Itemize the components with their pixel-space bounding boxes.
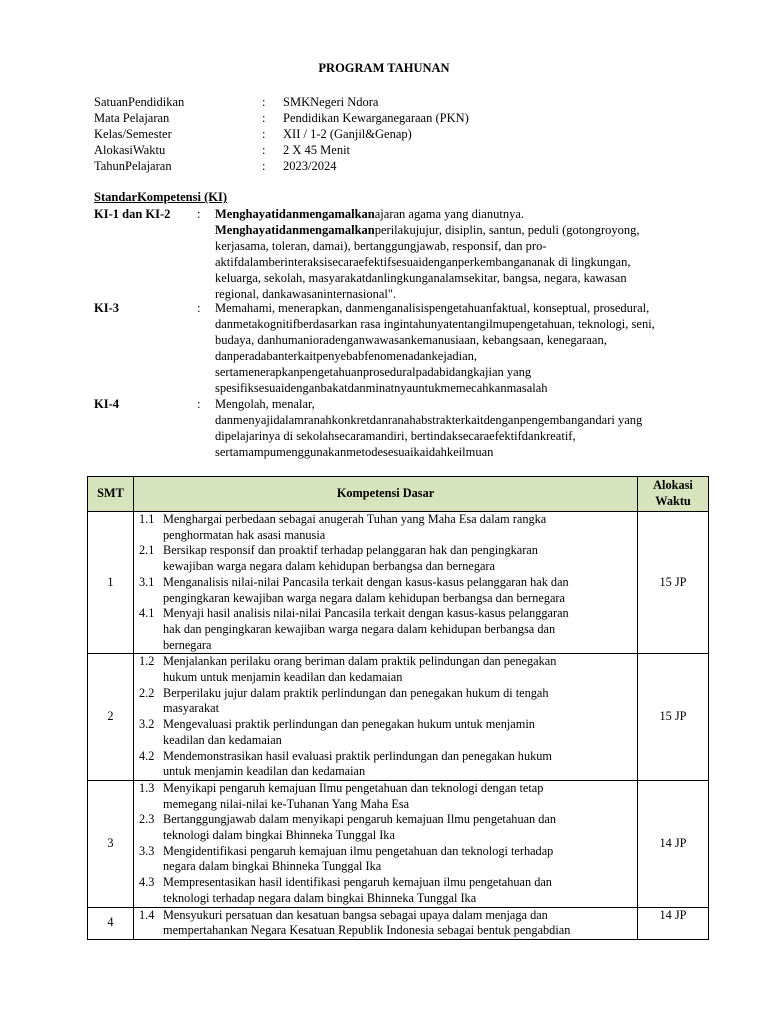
ki-block	[94, 206, 695, 302]
kd-number: 3.2	[139, 717, 155, 732]
ki-line: Mengolah, menalar,	[215, 397, 315, 411]
kd-item	[134, 575, 637, 606]
document-title: PROGRAM TAHUNAN	[318, 61, 450, 75]
header-kompetensi-dasar: Kompetensi Dasar	[134, 477, 638, 512]
ki-text	[215, 396, 695, 460]
ki-normal: kerjasama, toleran, damai), bertanggungjawab, responsif, dan pro-	[215, 239, 547, 253]
kompetensi-dasar-table	[87, 476, 709, 940]
ki-key: KI-4	[94, 397, 119, 411]
ki-line: sertamampumenggunakanmetodesesuaikaidahkeilmuan	[215, 445, 494, 459]
info-row	[94, 126, 469, 142]
info-colon: :	[262, 95, 266, 109]
ki-key: KI-1 dan KI-2	[94, 207, 171, 221]
ki-normal: regional, dankawasaninternasional".	[215, 287, 397, 301]
kd-line: Menganalisis nilai-nilai Pancasila terkait dengan kasus-kasus pelanggaran hak dan	[163, 574, 569, 589]
kd-text	[163, 781, 637, 812]
table-row	[88, 512, 709, 654]
alokasi-cell: 15 JP	[638, 512, 709, 654]
ki-normal: ajaran agama yang dianutnya.	[374, 207, 524, 221]
ki-row	[94, 300, 695, 396]
ki-row	[94, 206, 695, 302]
kd-item	[134, 717, 637, 748]
ki-block	[94, 396, 695, 460]
header-alokasi-line: Waktu	[655, 494, 691, 508]
ki-normal: aktifdalamberinteraksisecaraefektifsesuaidenganperkembangananak di lingkungan,	[215, 255, 631, 269]
kd-number: 1.1	[139, 512, 155, 526]
info-colon: :	[262, 111, 266, 125]
table-header-row	[88, 477, 709, 512]
info-value: 2 X 45 Menit	[283, 143, 351, 157]
smt-cell: 3	[88, 780, 134, 907]
kd-number: 3.1	[139, 574, 155, 589]
smt-cell: 4	[88, 907, 134, 939]
kd-line: negara dalam bingkai Bhinneka Tunggal Ika	[163, 859, 382, 874]
ki-text	[215, 206, 695, 302]
info-value: Pendidikan Kewarganegaraan (PKN)	[283, 111, 469, 125]
kd-text	[163, 749, 637, 780]
kd-item	[134, 875, 637, 906]
kd-line: Bertanggungjawab dalam menyikapi pengaruh kemajuan Ilmu pengetahuan dan	[163, 812, 557, 827]
kd-text	[163, 812, 637, 843]
kd-line: Bersikap responsif dan proaktif terhadap pelanggaran hak dan pengingkaran	[163, 543, 538, 558]
kd-line: Mensyukuri persatuan dan kesatuan bangsa sebagai upaya dalam menjaga dan	[163, 907, 548, 922]
ki-line	[215, 238, 695, 254]
ki-line	[215, 206, 695, 222]
kd-line: Menjalankan perilaku orang beriman dalam praktik pelindungan dan penegakan	[163, 654, 557, 669]
kd-text	[163, 543, 637, 574]
ki-block	[94, 300, 695, 396]
info-row	[94, 142, 469, 158]
kd-line: Mengevaluasi praktik perlindungan dan penegakan hukum untuk menjamin	[163, 717, 535, 732]
ki-line: dipelajarinya di sekolahsecaramandiri, bertindaksecaraefektifdankreatif,	[215, 429, 576, 443]
header-smt: SMT	[88, 477, 134, 512]
kd-line: penghormatan hak asasi manusia	[163, 527, 326, 542]
kd-item	[134, 606, 637, 653]
kd-number: 2.3	[139, 812, 155, 827]
ki-line: sertamenerapkanpengetahuanproseduralpadabidangkajian yang	[215, 365, 532, 379]
info-colon: :	[262, 159, 266, 173]
table-row	[88, 654, 709, 781]
kd-item	[134, 543, 637, 574]
info-value: SMKNegeri Ndora	[283, 95, 379, 109]
ki-normal: keluarga, sekolah, masyarakatdanlingkunganalamsekitar, bangsa, negara, kawasan	[215, 271, 627, 285]
ki-key: KI-3	[94, 301, 119, 315]
ki-line: danmenyajidalamranahkonkretdanranahabstrakterkaitdenganpengembangandari yang	[215, 413, 643, 427]
kd-item	[134, 749, 637, 780]
table-row	[88, 780, 709, 907]
kd-cell	[134, 780, 638, 907]
smt-cell: 1	[88, 512, 134, 654]
info-key: TahunPelajaran	[94, 159, 172, 173]
kd-line: hak dan pengingkaran kewajiban warga negara dalam kehidupan berbangsa dan	[163, 621, 556, 636]
kd-text	[163, 908, 637, 939]
kd-line: Berperilaku jujur dalam praktik perlindungan dan penegakan hukum di tengah	[163, 685, 549, 700]
identity-block	[94, 94, 469, 174]
kd-line: Menghargai perbedaan sebagai anugerah Tuhan yang Maha Esa dalam rangka	[163, 512, 547, 526]
kd-line: Menyikapi pengaruh kemajuan Ilmu pengetahuan dan teknologi dengan tetap	[163, 780, 544, 795]
ki-bold: Menghayatidanmengamalkan	[215, 207, 375, 221]
kd-line: keadilan dan kedamaian	[163, 732, 282, 747]
table-row	[88, 907, 709, 939]
info-colon: :	[262, 143, 266, 157]
kd-cell	[134, 654, 638, 781]
kd-number: 1.4	[139, 907, 155, 922]
ki-line: danmetakognitifberdasarkan rasa ingintahunyatentangilmupengetahuan, teknologi, seni,	[215, 317, 655, 331]
kd-number: 4.3	[139, 875, 155, 890]
kd-text	[163, 606, 637, 653]
kd-line: Mendemonstrasikan hasil evaluasi praktik perlindungan dan penegakan hukum	[163, 748, 552, 763]
info-row	[94, 158, 469, 174]
kd-text	[163, 875, 637, 906]
kd-item	[134, 844, 637, 875]
ki-colon: :	[197, 207, 201, 221]
ki-line: spesifiksesuaidenganbakatdanminatnyauntukmemecahkanmasalah	[215, 381, 548, 395]
kd-number: 4.2	[139, 748, 155, 763]
kd-text	[163, 844, 637, 875]
kd-number: 2.2	[139, 685, 155, 700]
header-alokasi-line: Alokasi	[653, 478, 693, 493]
info-key: Mata Pelajaran	[94, 111, 170, 125]
ki-line: danperadabanterkaitpenyebabfenomenadankejadian,	[215, 349, 478, 363]
kd-number: 4.1	[139, 606, 155, 621]
info-row	[94, 110, 469, 126]
info-row	[94, 94, 469, 110]
info-key: Kelas/Semester	[94, 127, 172, 141]
kd-line: Mempresentasikan hasil identifikasi pengaruh kemajuan ilmu pengetahuan dan	[163, 875, 552, 890]
kd-line: mempertahankan Negara Kesatuan Republik Indonesia sebagai bentuk pengabdian	[163, 923, 571, 938]
kd-line: memegang nilai-nilai ke-Tuhanan Yang Maha Esa	[163, 796, 410, 811]
kd-item	[134, 812, 637, 843]
ki-line	[215, 270, 695, 286]
kd-item	[134, 908, 637, 939]
header-alokasi-waktu	[638, 477, 709, 512]
ki-line	[215, 222, 695, 238]
kd-line: teknologi terhadap negara dalam bingkai Bhinneka Tunggal Ika	[163, 890, 477, 905]
ki-line	[215, 254, 695, 270]
kd-text	[163, 575, 637, 606]
info-key: SatuanPendidikan	[94, 95, 185, 109]
kd-item	[134, 512, 637, 543]
ki-colon: :	[197, 301, 201, 315]
kd-text	[163, 512, 637, 543]
ki-row	[94, 396, 695, 460]
ki-bold: Menghayatidanmengamalkan	[215, 223, 375, 237]
kd-number: 1.3	[139, 780, 155, 795]
ki-line: budaya, danhumanioradenganwawasankemanusiaan, kebangsaan, kenegaraan,	[215, 333, 607, 347]
kd-number: 1.2	[139, 654, 155, 669]
standar-kompetensi-heading: StandarKompetensi (KI)	[94, 190, 227, 204]
kd-item	[134, 686, 637, 717]
kd-line: Mengidentifikasi pengaruh kemajuan ilmu pengetahuan dan teknologi terhadap	[163, 843, 554, 858]
ki-normal: perilakujujur, disiplin, santun, peduli (gotongroyong,	[374, 223, 640, 237]
kd-line: hukum untuk menjamin keadilan dan kedamaian	[163, 670, 403, 685]
smt-cell: 2	[88, 654, 134, 781]
kd-line: bernegara	[163, 637, 212, 652]
info-value: XII / 1-2 (Ganjil&Genap)	[283, 127, 412, 141]
info-colon: :	[262, 127, 266, 141]
ki-text	[215, 300, 695, 396]
kd-text	[163, 654, 637, 685]
kd-number: 2.1	[139, 543, 155, 558]
kd-line: pengingkaran kewajiban warga negara dalam kehidupan berbangsa dan bernegara	[163, 590, 565, 605]
kd-line: untuk menjamin keadilan dan kedamaian	[163, 764, 366, 779]
alokasi-cell: 15 JP	[638, 654, 709, 781]
kd-line: Menyaji hasil analisis nilai-nilai Pancasila terkait dengan kasus-kasus pelanggaran	[163, 606, 569, 621]
ki-colon: :	[197, 397, 201, 411]
kd-item	[134, 654, 637, 685]
kd-number: 3.3	[139, 843, 155, 858]
alokasi-cell: 14 JP	[638, 907, 709, 939]
alokasi-cell: 14 JP	[638, 780, 709, 907]
info-value: 2023/2024	[283, 159, 337, 173]
kd-text	[163, 717, 637, 748]
kd-cell	[134, 907, 638, 939]
kd-line: teknologi dalam bingkai Bhinneka Tunggal Ika	[163, 828, 395, 843]
info-key: AlokasiWaktu	[94, 143, 166, 157]
kd-line: kewajiban warga negara dalam kehidupan berbangsa dan bernegara	[163, 559, 495, 574]
kd-cell	[134, 512, 638, 654]
kd-item	[134, 781, 637, 812]
ki-line: Memahami, menerapkan, danmenganalisispengetahuanfaktual, konseptual, prosedural,	[215, 301, 650, 315]
kd-line: masyarakat	[163, 701, 219, 716]
kd-text	[163, 686, 637, 717]
